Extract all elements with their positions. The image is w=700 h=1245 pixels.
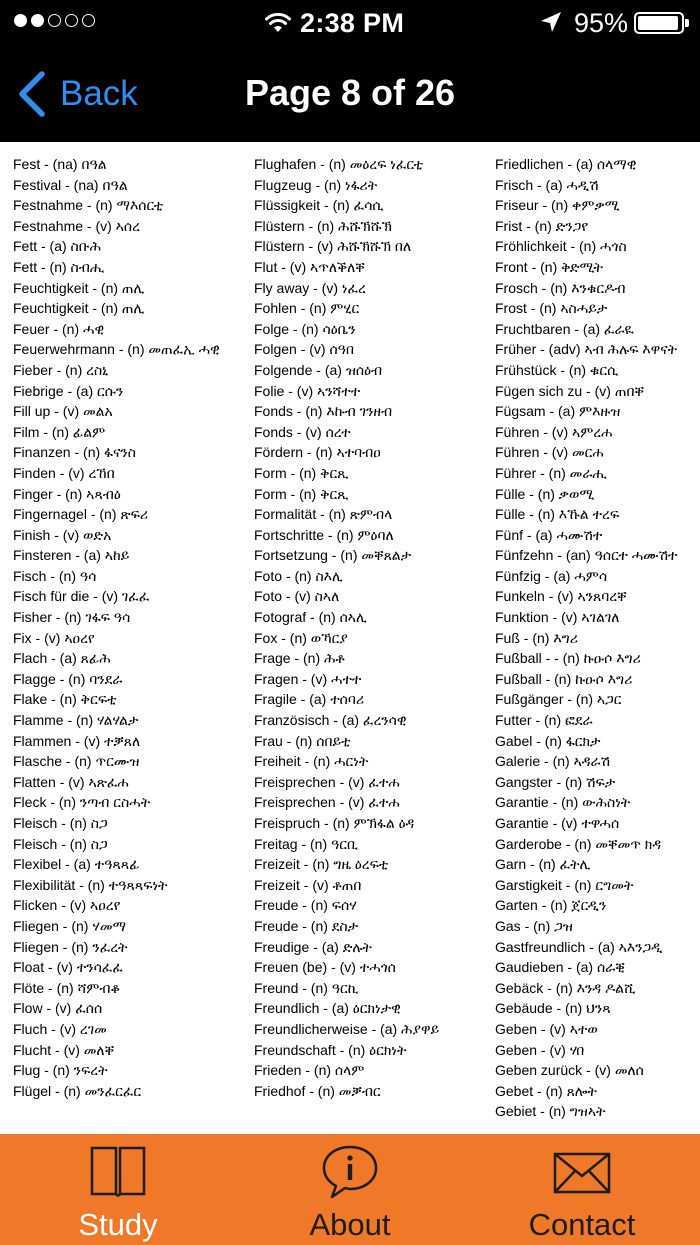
word-entry: Friseur - (n) ቀምቃሚ — [495, 197, 620, 214]
word-entry: Fisch für die - (v) ገፈፈ — [13, 588, 150, 605]
word-entry: Futter - (n) ፎደራ — [495, 712, 593, 729]
word-entry: Fliegen - (n) ንፈረት — [13, 938, 128, 955]
word-entry: Französisch - (a) ፈረንሳዊ — [254, 712, 407, 729]
word-column-1 — [13, 154, 245, 1101]
word-entry: Funkeln - (v) ኣንጸባረቐ — [495, 588, 627, 605]
word-entry: Folie - (v) ኣንሻተተ — [254, 382, 361, 399]
word-entry: Fett - (a) ስቡሕ — [13, 238, 102, 255]
word-entry: Freisprechen - (v) ፈተሐ — [254, 773, 400, 790]
word-entry: Gastfreundlich - (a) ኣእንጋዲ — [495, 938, 663, 955]
word-entry: Fülle - (n) እኹል ተረፍ — [495, 506, 620, 523]
word-entry: Folgende - (a) ዝሰዕብ — [254, 361, 383, 378]
word-entry: Flüstern - (n) ሕሹኽሹኽ — [254, 217, 392, 234]
word-entry: Freundlich - (a) ዕርክነታዊ — [254, 1000, 401, 1017]
word-entry: Freiheit - (n) ሓርነት — [254, 753, 369, 770]
tab-about[interactable] — [260, 1134, 440, 1245]
word-entry: Float - (v) ተንሳፈፈ — [13, 959, 123, 976]
word-entry: Flake - (n) ቅርፍቲ — [13, 691, 117, 708]
word-entry: Fünfzig - (a) ሓምሳ — [495, 567, 608, 584]
word-entry: Freude - (n) ፍሰሃ — [254, 897, 357, 914]
word-entry: Fragen - (v) ሓተተ — [254, 670, 362, 687]
word-entry: Gaudieben - (a) ሰራቒ — [495, 959, 625, 976]
word-entry: Fix - (v) ኣዐረየ — [13, 629, 95, 646]
word-entry: Fördern - (n) ኣተባብዐ — [254, 444, 381, 461]
word-entry: Fleisch - (n) ስጋ — [13, 815, 108, 831]
word-entry: Festnahme - (n) ማእሰርቲ — [13, 197, 164, 214]
word-entry: Gebäck - (n) እንዳ ዶልሺ — [495, 979, 636, 996]
tab-study-label: Study — [78, 1207, 158, 1242]
word-entry: Fruchtbaren - (a) ፈራዪ — [495, 320, 634, 337]
word-entry: Gebiet - (n) ግዝኣት — [495, 1103, 606, 1120]
word-entry: Fliegen - (n) ሃመማ — [13, 917, 127, 934]
word-entry: Freisprechen - (v) ፈተሐ — [254, 794, 400, 811]
info-bubble-icon — [321, 1144, 379, 1200]
wifi-icon — [264, 10, 292, 34]
word-entry: Fill up - (v) መልአ — [13, 403, 113, 420]
word-entry: Feuer - (n) ሓዊ — [13, 320, 105, 337]
word-entry: Friedhof - (n) መቓብር — [254, 1082, 381, 1099]
book-icon — [89, 1144, 147, 1198]
word-entry: Front - (n) ቅድሚት — [495, 258, 604, 275]
word-entry: Fleisch - (n) ስጋ — [13, 835, 108, 852]
word-entry: Fiebrige - (a) ርሱን — [13, 382, 124, 399]
word-entry: Fluch - (v) ረገመ — [13, 1020, 107, 1037]
word-entry: Fröhlichkeit - (n) ሓጎስ — [495, 238, 627, 255]
word-entry: Festnahme - (v) ኣሰረ — [13, 217, 140, 234]
word-entry: Frosch - (n) እንቁርዶብ — [495, 279, 626, 296]
word-entry: Flüssigkeit - (n) ፈሳሲ — [254, 197, 384, 214]
word-entry: Fragile - (a) ተሰባሪ — [254, 691, 365, 708]
word-entry: Fisch - (n) ዓሳ — [13, 567, 97, 584]
word-entry: Frau - (n) ሰበይቲ — [254, 732, 351, 749]
word-entry: Fülle - (n) ቃወሚ — [495, 485, 595, 502]
signal-dot — [31, 14, 44, 27]
battery-percentage: 95% — [574, 8, 629, 38]
word-entry: Führen - (v) መርሐ — [495, 444, 604, 461]
word-list[interactable] — [0, 142, 700, 1130]
word-entry: Garstigkeit - (n) ርግመት — [495, 876, 634, 893]
word-entry: Freuen (be) - (v) ተሓጎሰ — [254, 959, 396, 976]
word-entry: Flicken - (v) ኣዐረየ — [13, 897, 121, 914]
word-entry: Fortschritte - (n) ምዕባለ — [254, 526, 394, 543]
back-button-label: Back — [60, 74, 138, 113]
word-entry: Fox - (n) ወኻርያ — [254, 629, 348, 646]
signal-dot — [14, 14, 27, 27]
word-entry: Freundschaft - (n) ዕርክነት — [254, 1041, 407, 1058]
word-entry: Führer - (n) መራሒ — [495, 464, 607, 481]
word-entry: Formalität - (n) ጽምብላ — [254, 506, 393, 523]
word-entry: Finden - (v) ረኸበ — [13, 464, 115, 481]
word-column-2 — [254, 154, 490, 1101]
tab-about-label: About — [309, 1207, 391, 1242]
word-entry: Freizeit - (n) ግዜ ዕረፍቲ — [254, 856, 389, 873]
word-entry: Folgen - (v) ሰዓበ — [254, 341, 354, 358]
word-entry: Flöte - (n) ሻምብቆ — [13, 979, 121, 996]
word-entry: Freispruch - (n) ምኽፋል ዕዳ — [254, 815, 415, 831]
word-entry: Gangster - (n) ሽፍታ — [495, 773, 616, 790]
word-entry: Flasche - (n) ጥርሙዝ — [13, 753, 140, 770]
word-entry: Gas - (n) ጋዝ — [495, 917, 573, 934]
signal-dot — [48, 14, 61, 27]
word-entry: Frist - (n) ድንጋየ — [495, 217, 589, 234]
signal-dot — [65, 14, 78, 27]
word-entry: Folge - (n) ሳዕቤን — [254, 320, 356, 337]
word-entry: Festival - (na) በዓል — [13, 176, 128, 193]
word-entry: Flexibilität - (n) ተዓጻጻፍነት — [13, 876, 168, 893]
word-entry: Film - (n) ፊልም — [13, 423, 106, 440]
word-entry: Fingernagel - (n) ጽፍሪ — [13, 506, 149, 523]
word-entry: Freitag - (n) ዓርቢ — [254, 835, 359, 852]
status-bar — [0, 0, 700, 46]
envelope-icon — [552, 1150, 612, 1196]
word-entry: Flatten - (v) ኣጽፈሐ — [13, 773, 129, 790]
word-entry: Flexibel - (a) ተዓጻጻፊ — [13, 856, 140, 873]
word-entry: Flagge - (n) ባንደራ — [13, 670, 123, 687]
tab-bar — [0, 1134, 700, 1245]
word-entry: Flammen - (v) ተቓጸለ — [13, 732, 141, 749]
word-entry: Flügel - (n) መንፈርፈር — [13, 1082, 142, 1099]
word-entry: Finanzen - (n) ፋናንስ — [13, 444, 136, 461]
word-entry: Fisher - (n) ገፋፍ ዓሳ — [13, 609, 131, 626]
word-entry: Freude - (n) ደስታ — [254, 917, 359, 934]
signal-dot — [82, 14, 95, 27]
word-entry: Frost - (n) ኣስሓይታ — [495, 300, 608, 317]
battery-icon — [634, 12, 684, 34]
tab-study[interactable] — [28, 1134, 208, 1245]
word-entry: Fünfzehn - (an) ዓሰርተ ሓሙሽተ — [495, 547, 678, 564]
word-entry: Frühstück - (n) ቁርሲ — [495, 361, 619, 378]
word-entry: Frage - (n) ሕቶ — [254, 650, 345, 667]
word-entry: Gabel - (n) ፋርክታ — [495, 732, 601, 749]
word-entry: Fünf - (a) ሓሙሽተ — [495, 526, 603, 543]
word-entry: Garten - (n) ጀርዲን — [495, 897, 607, 914]
word-column-3 — [495, 154, 695, 1122]
word-entry: Fieber - (n) ረስኒ — [13, 361, 109, 378]
word-entry: Funktion - (v) ኣገልገለ — [495, 609, 620, 626]
word-entry: Flucht - (v) መለቐ — [13, 1041, 115, 1058]
word-entry: Flug - (n) ንፍረት — [13, 1062, 108, 1079]
word-entry: Fohlen - (n) ምሂር — [254, 300, 360, 317]
page-title: Page 8 of 26 — [244, 72, 456, 113]
word-entry: Führen - (v) ኣምረሐ — [495, 423, 613, 440]
word-entry: Fügsam - (a) ምእዙዝ — [495, 403, 621, 420]
word-entry: Früher - (adv) ኣብ ሕሉፍ እዋናት — [495, 341, 678, 358]
word-entry: Geben zurück - (v) መለሰ — [495, 1062, 644, 1079]
word-entry: Gebet - (n) ጸሎት — [495, 1082, 597, 1099]
word-entry: Geben - (v) ሃበ — [495, 1041, 585, 1058]
tab-contact[interactable] — [492, 1134, 672, 1245]
location-arrow-icon — [540, 11, 562, 33]
word-entry: Fußball - (n) ኩዑሶ እግሪ — [495, 670, 633, 687]
top-bar — [0, 0, 700, 142]
word-entry: Finger - (n) ኣጻብዕ — [13, 485, 121, 502]
tab-contact-label: Contact — [528, 1207, 636, 1242]
word-entry: Foto - (n) ስእሊ — [254, 567, 343, 584]
word-entry: Feuchtigkeit - (n) ጠሊ — [13, 279, 145, 296]
word-entry: Fußball - - (n) ኩዑሶ እግሪ — [495, 650, 641, 667]
word-entry: Fest - (na) በዓል — [13, 156, 107, 172]
word-entry: Frieden - (n) ሰላም — [254, 1062, 365, 1079]
word-entry: Friedlichen - (a) ሰላማዊ — [495, 156, 637, 172]
word-entry: Garn - (n) ፈትሊ — [495, 856, 591, 873]
word-entry: Fuß - (n) እግሪ — [495, 629, 578, 646]
word-entry: Garantie - (v) ተዋሓሰ — [495, 815, 620, 831]
word-entry: Galerie - (n) ኣዳራሽ — [495, 753, 611, 770]
word-entry: Flugzeug - (n) ነፋሪት — [254, 176, 378, 193]
word-entry: Foto - (v) ስኣለ — [254, 588, 340, 605]
word-entry: Fotograf - (n) ሰኣሊ — [254, 609, 367, 626]
word-entry: Garderobe - (n) መቐመጥ ክዳ — [495, 835, 662, 852]
word-entry: Gebäude - (n) ህንጻ — [495, 1000, 611, 1017]
word-entry: Flut - (v) ኣጥለቕለቐ — [254, 258, 365, 275]
word-entry: Fonds - (n) እኩብ ገንዘብ — [254, 403, 393, 420]
word-entry: Garantie - (n) ውሕስነት — [495, 794, 631, 811]
word-entry: Flow - (v) ፈሰሰ — [13, 1000, 103, 1017]
word-entry: Feuchtigkeit - (n) ጠሊ — [13, 300, 145, 317]
word-entry: Flüstern - (v) ሕሹኽሹኽ በለ — [254, 238, 412, 255]
word-entry: Flach - (a) ጸፊሕ — [13, 650, 111, 667]
signal-strength-icon — [14, 14, 95, 27]
word-entry: Finsteren - (a) ኣከይ — [13, 547, 130, 564]
word-entry: Freund - (n) ዓርኪ — [254, 979, 359, 996]
word-entry: Geben - (v) ኣተወ — [495, 1020, 598, 1037]
word-entry: Flamme - (n) ሃልሃልታ — [13, 712, 139, 729]
word-entry: Fett - (n) ስብሒ — [13, 258, 105, 275]
word-entry: Form - (n) ቅርጺ — [254, 464, 349, 481]
word-entry: Fleck - (n) ንጣብ ርስሓት — [13, 794, 151, 811]
word-entry: Fonds - (v) ሰረተ — [254, 423, 351, 440]
word-entry: Fußgänger - (n) ኣጋር — [495, 691, 622, 708]
word-entry: Fly away - (v) ነፈረ — [254, 279, 366, 296]
word-entry: Form - (n) ቅርጺ — [254, 485, 349, 502]
word-entry: Fügen sich zu - (v) ጠበቐ — [495, 382, 645, 399]
word-entry: Feuerwehrmann - (n) መጠፈኢ ሓዊ — [13, 341, 220, 358]
word-entry: Freizeit - (v) ቶጠበ — [254, 876, 362, 893]
status-time: 2:38 PM — [300, 8, 405, 38]
word-entry: Fortsetzung - (n) መቐጸልታ — [254, 547, 412, 564]
word-entry: Flughafen - (n) መዕረፍ ነፈርቲ — [254, 156, 424, 172]
word-entry: Frisch - (a) ሓዲሽ — [495, 176, 599, 193]
word-entry: Finish - (v) ወድአ — [13, 526, 112, 543]
word-entry: Freundlicherweise - (a) ሕያዋይ — [254, 1020, 440, 1037]
word-entry: Freudige - (a) ድሉት — [254, 938, 372, 955]
